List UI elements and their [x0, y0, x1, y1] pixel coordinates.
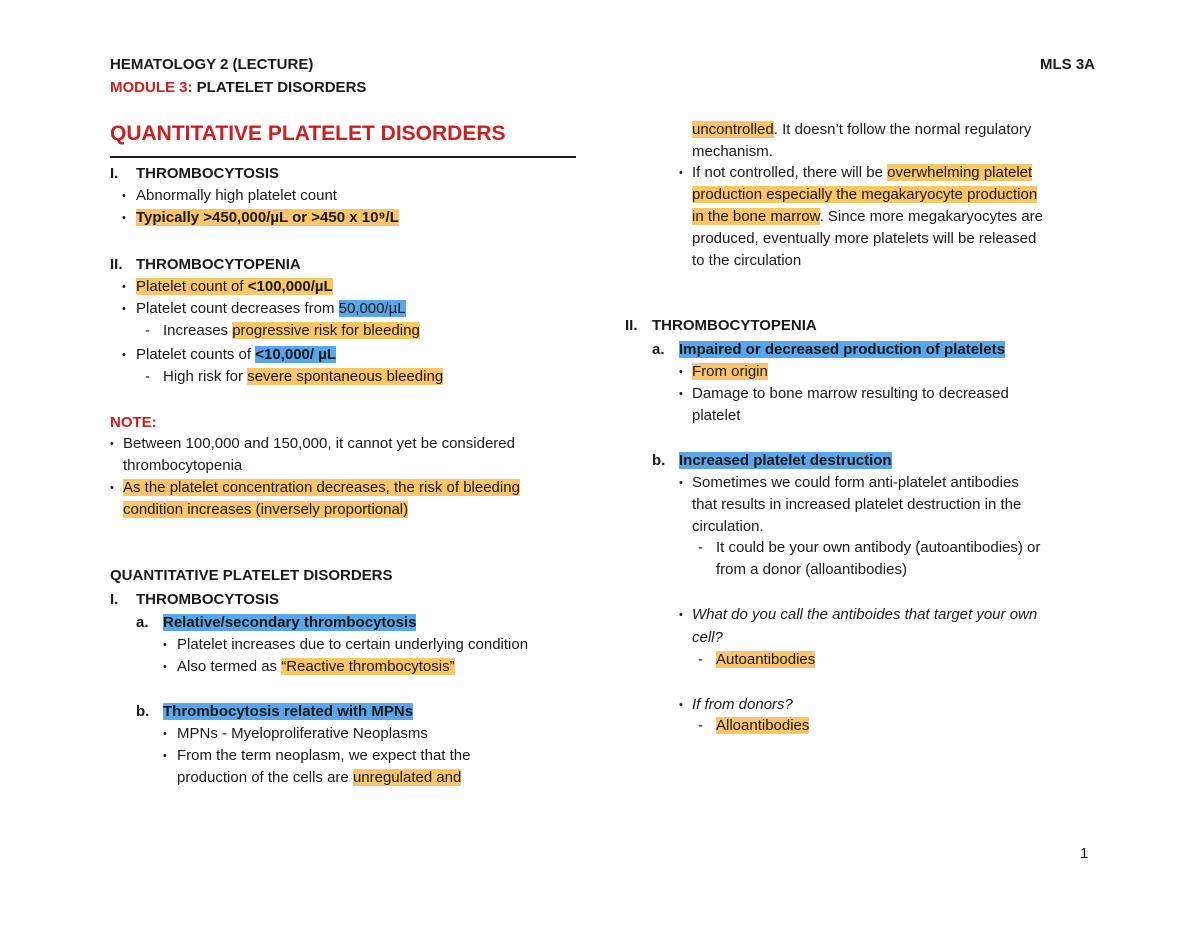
- section-number: II.: [110, 256, 123, 273]
- item-letter: b.: [652, 452, 666, 469]
- highlight-blue: Increased platelet destruction: [679, 452, 892, 469]
- continued-text: [692, 120, 1031, 140]
- list-item-cont: produced, eventually more platelets will be released: [692, 230, 1037, 247]
- list-item: [177, 657, 455, 677]
- subheading: QUANTITATIVE PLATELET DISORDERS: [110, 567, 393, 584]
- list-item: Abnormally high platelet count: [136, 187, 337, 204]
- bullet: •: [122, 190, 126, 202]
- list-item-cont: circulation.: [692, 518, 764, 535]
- item-letter: a.: [652, 341, 665, 358]
- section-number: I.: [110, 591, 119, 608]
- highlight: Autoantibodies: [716, 651, 816, 668]
- highlight: Platelet count of: [136, 278, 248, 295]
- highlight: overwhelming platelet: [887, 164, 1033, 181]
- highlight: Typically >450,000/µL or >450 x 10⁹/L: [136, 209, 399, 226]
- bullet: •: [679, 477, 683, 489]
- list-item: Platelet increases due to certain underlying condition: [177, 636, 529, 653]
- bullet: •: [110, 438, 114, 450]
- module-title: PLATELET DISORDERS: [196, 79, 367, 96]
- note-label: NOTE:: [110, 414, 157, 431]
- highlight: As the platelet concentration decreases, the risk of bleeding: [123, 479, 520, 496]
- highlight: Alloantibodies: [716, 717, 810, 734]
- highlight: <100,000/µL: [247, 278, 333, 295]
- highlight: From origin: [692, 363, 768, 380]
- dash: -: [698, 539, 703, 556]
- answer: [716, 650, 815, 670]
- question: If from donors?: [692, 696, 793, 713]
- item-letter: b.: [136, 703, 150, 720]
- dash: -: [145, 322, 150, 339]
- bullet: •: [122, 281, 126, 293]
- continued-text: mechanism.: [692, 143, 773, 160]
- list-item: Damage to bone marrow resulting to decreased: [692, 385, 1009, 402]
- sub-item: [163, 321, 420, 341]
- highlight: in the bone marrow: [692, 208, 820, 225]
- note-item-cont: thrombocytopenia: [123, 457, 243, 474]
- highlight: “Reactive thrombocytosis”: [281, 658, 455, 675]
- item-title: [163, 702, 413, 722]
- module-heading: [110, 79, 366, 96]
- dash: -: [698, 717, 703, 734]
- bullet: •: [122, 212, 126, 224]
- text: If not controlled, there will be: [692, 164, 888, 181]
- section-title: THROMBOCYTOSIS: [136, 591, 280, 608]
- page-number: 1: [1080, 845, 1089, 862]
- highlight: severe spontaneous bleeding: [247, 368, 444, 385]
- item-letter: a.: [136, 614, 149, 631]
- highlight: production especially the megakaryocyte production: [692, 186, 1038, 203]
- item-title: [679, 451, 892, 471]
- section-number: I.: [110, 165, 119, 182]
- dash: -: [145, 368, 150, 385]
- bullet: •: [122, 303, 126, 315]
- bullet: •: [163, 728, 167, 740]
- list-item-cont: [692, 207, 1043, 227]
- dash: -: [698, 651, 703, 668]
- bullet: •: [679, 366, 683, 378]
- list-item: [136, 277, 333, 297]
- text: Increases: [163, 322, 233, 339]
- question: What do you call the antiboides that target your own: [692, 606, 1038, 623]
- page-title: QUANTITATIVE PLATELET DISORDERS: [110, 122, 506, 145]
- item-title: [163, 613, 416, 633]
- bullet: •: [163, 661, 167, 673]
- highlight-blue: Impaired or decreased production of platelets: [679, 341, 1005, 358]
- highlight: condition increases (inversely proportional): [123, 501, 409, 518]
- note-item-cont: [123, 500, 408, 520]
- item-title: [679, 340, 1005, 360]
- list-item-cont: [177, 768, 461, 788]
- highlight-blue: Thrombocytosis related with MPNs: [163, 703, 414, 720]
- list-item: [136, 299, 406, 319]
- list-item-cont: that results in increased platelet destruction in the: [692, 496, 1022, 513]
- list-item: [692, 163, 1032, 183]
- highlight-blue: <10,000/ µL: [255, 346, 337, 363]
- section-title: THROMBOCYTOSIS: [136, 165, 280, 182]
- module-label: MODULE 3:: [110, 79, 193, 96]
- list-item: [136, 208, 399, 228]
- list-item: MPNs - Myeloproliferative Neoplasms: [177, 725, 428, 742]
- text: Platelet count decreases from: [136, 300, 339, 317]
- text: High risk for: [163, 368, 248, 385]
- section-title: THROMBOCYTOPENIA: [652, 317, 817, 334]
- highlight-blue: Relative/secondary thrombocytosis: [163, 614, 417, 631]
- note-item: [123, 478, 520, 498]
- list-item-cont: [692, 185, 1037, 205]
- course-title: HEMATOLOGY 2 (LECTURE): [110, 56, 314, 73]
- bullet: •: [679, 699, 683, 711]
- text: Also termed as: [177, 658, 282, 675]
- sub-item: It could be your own antibody (autoantibodies) or: [716, 539, 1041, 556]
- highlight-blue: 50,000/µL: [338, 300, 406, 317]
- bullet: •: [679, 167, 683, 179]
- bullet: •: [163, 750, 167, 762]
- text: production of the cells are: [177, 769, 353, 786]
- bullet: •: [679, 609, 683, 621]
- note-item: Between 100,000 and 150,000, it cannot yet be considered: [123, 435, 515, 452]
- text: Platelet counts of: [136, 346, 256, 363]
- list-item-cont: to the circulation: [692, 252, 802, 269]
- text: . It doesn’t follow the normal regulatory: [773, 121, 1032, 138]
- bullet: •: [163, 639, 167, 651]
- list-item: Sometimes we could form anti-platelet antibodies: [692, 474, 1019, 491]
- section-number: II.: [625, 317, 638, 334]
- bullet: •: [679, 388, 683, 400]
- list-item-cont: platelet: [692, 407, 741, 424]
- highlight: uncontrolled: [692, 121, 774, 138]
- question-cont: cell?: [692, 629, 723, 646]
- bullet: •: [122, 349, 126, 361]
- list-item: [692, 362, 768, 382]
- answer: [716, 716, 809, 736]
- title-underline: [110, 156, 576, 158]
- sub-item-cont: from a donor (alloantibodies): [716, 561, 907, 578]
- list-item: From the term neoplasm, we expect that the: [177, 747, 471, 764]
- section-label: MLS 3A: [1040, 56, 1096, 73]
- highlight: unregulated and: [352, 769, 462, 786]
- text: . Since more megakaryocytes are: [819, 208, 1044, 225]
- section-title: THROMBOCYTOPENIA: [136, 256, 301, 273]
- sub-item: [163, 367, 443, 387]
- list-item: [136, 345, 336, 365]
- highlight: progressive risk for bleeding: [232, 322, 420, 339]
- bullet: •: [110, 482, 114, 494]
